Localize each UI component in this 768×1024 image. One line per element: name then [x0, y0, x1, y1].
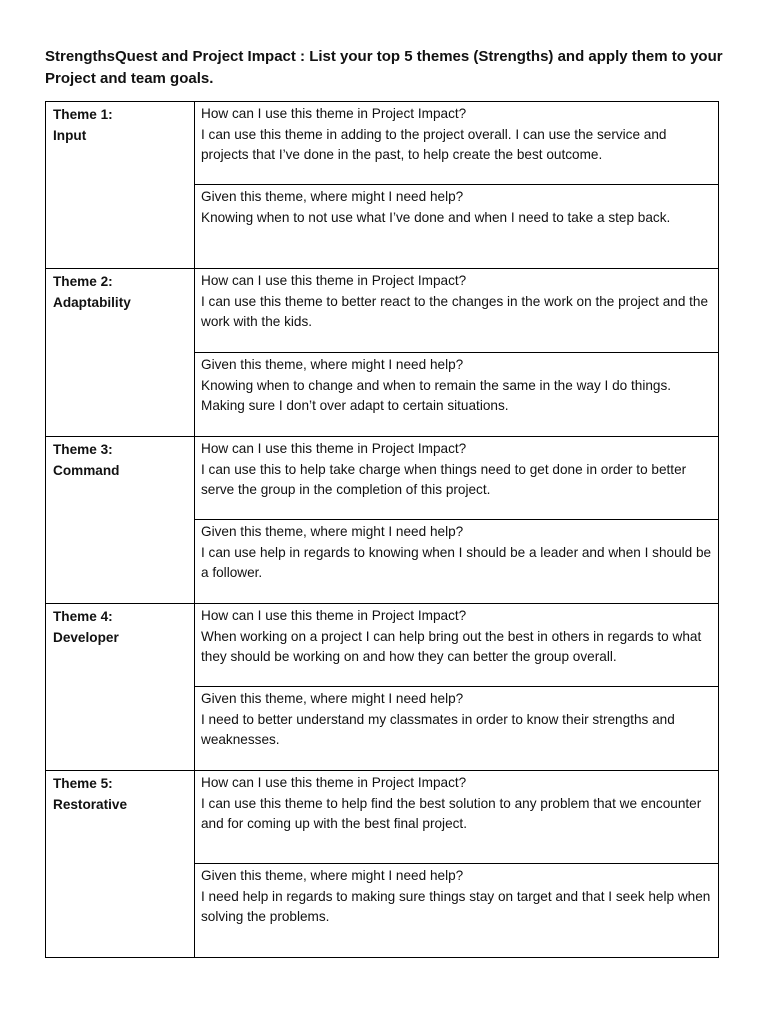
theme-cell [46, 604, 195, 771]
theme-answers [195, 604, 719, 771]
theme-cell [46, 437, 195, 604]
help-answer: I need help in regards to making sure things stay on target and that I seek help when solving the problems. [201, 888, 711, 924]
theme-answers [195, 771, 719, 958]
theme-name: Developer [53, 629, 119, 645]
help-block [195, 520, 718, 603]
theme-cell [46, 771, 195, 958]
use-answer: I can use this theme in adding to the project overall. I can use the service and projects that I’ve done in the past, to help create the best outcome. [201, 126, 667, 162]
help-block [195, 864, 718, 957]
theme-row-1 [46, 102, 719, 269]
help-block [195, 185, 718, 268]
use-answer: When working on a project I can help bring out the best in others in regards to what they should be working on and how they can better the group overall. [201, 628, 702, 664]
use-question: How can I use this theme in Project Impact? [201, 106, 467, 121]
use-question: How can I use this theme in Project Impact? [201, 775, 467, 790]
use-block [195, 771, 718, 864]
use-question: How can I use this theme in Project Impact? [201, 441, 467, 456]
theme-cell [46, 269, 195, 437]
theme-row-3 [46, 437, 719, 604]
use-question: How can I use this theme in Project Impact? [201, 273, 467, 288]
theme-answers [195, 269, 719, 437]
use-block [195, 102, 718, 185]
help-block [195, 687, 718, 770]
theme-label: Theme 2: [53, 274, 113, 289]
theme-name: Restorative [53, 796, 128, 812]
theme-name: Input [53, 127, 87, 143]
use-block [195, 437, 718, 520]
use-block [195, 269, 718, 353]
theme-answers [195, 437, 719, 604]
theme-answers [195, 102, 719, 269]
help-question: Given this theme, where might I need help? [201, 691, 464, 706]
theme-label: Theme 5: [53, 776, 113, 791]
help-question: Given this theme, where might I need help? [201, 357, 464, 372]
help-answer: I need to better understand my classmates in order to know their strengths and weaknesses. [201, 711, 675, 747]
help-block [195, 353, 718, 436]
help-answer: Knowing when to not use what I’ve done and when I need to take a step back. [201, 209, 671, 225]
use-answer: I can use this theme to help find the best solution to any problem that we encounter and for coming up with the best final project. [201, 795, 702, 831]
theme-name: Adaptability [53, 294, 131, 310]
help-question: Given this theme, where might I need help? [201, 189, 464, 204]
themes-table [45, 101, 719, 958]
help-question: Given this theme, where might I need help? [201, 524, 464, 539]
theme-row-2 [46, 269, 719, 437]
use-block [195, 604, 718, 687]
help-question: Given this theme, where might I need help? [201, 868, 464, 883]
theme-name: Command [53, 462, 120, 478]
theme-row-4 [46, 604, 719, 771]
theme-cell [46, 102, 195, 269]
use-answer: I can use this to help take charge when things need to get done in order to better serve the group in the completion of this project. [201, 461, 687, 497]
theme-label: Theme 1: [53, 107, 113, 122]
theme-row-5 [46, 771, 719, 958]
page-heading: StrengthsQuest and Project Impact : List your top 5 themes (Strengths) and apply them to your Project and team goals. [45, 48, 723, 87]
theme-label: Theme 4: [53, 609, 113, 624]
help-answer: I can use help in regards to knowing when I should be a leader and when I should be a follower. [201, 544, 712, 580]
theme-label: Theme 3: [53, 442, 113, 457]
use-question: How can I use this theme in Project Impact? [201, 608, 467, 623]
use-answer: I can use this theme to better react to the changes in the work on the project and the work with the kids. [201, 293, 709, 329]
help-answer: Knowing when to change and when to remain the same in the way I do things. Making sure I don’t over adapt to certain situations. [201, 377, 672, 413]
